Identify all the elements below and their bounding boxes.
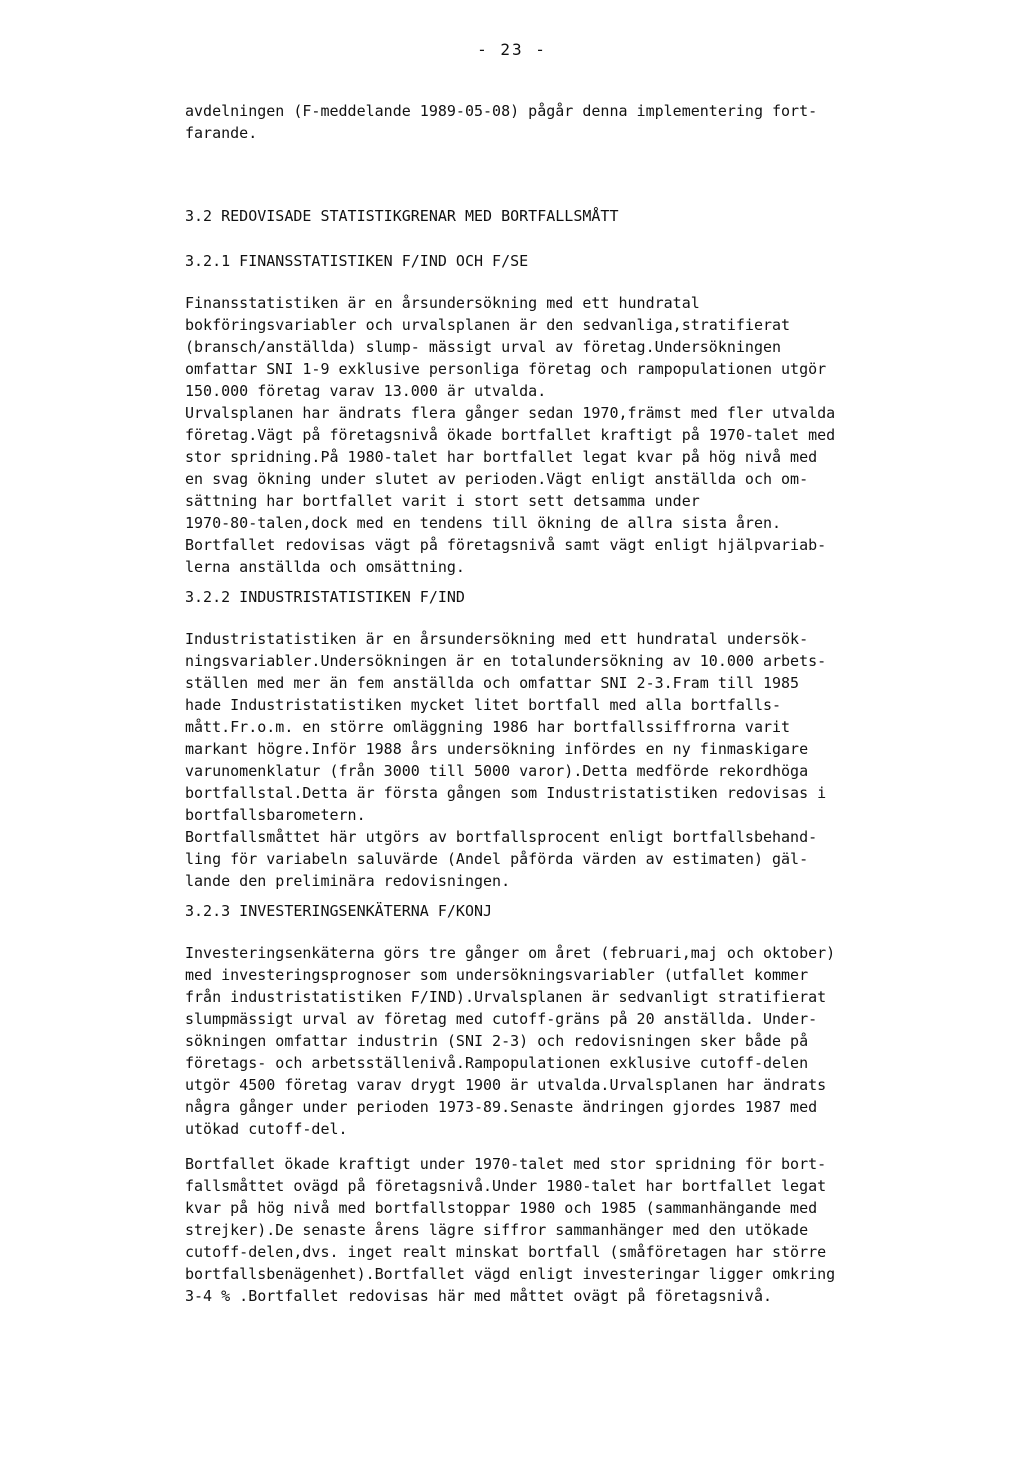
text-line: 150.000 företag varav 13.000 är utvalda. <box>185 382 547 400</box>
text-line: Bortfallet ökade kraftigt under 1970-talet med stor spridning för bort- <box>185 1155 827 1173</box>
text-line: omfattar SNI 1-9 exklusive personliga företag och rampopulationen utgör <box>185 360 827 378</box>
text-line: ling för variabeln saluvärde (Andel påförda värden av estimaten) gäl- <box>185 850 809 868</box>
paragraph-industristatistiken <box>185 628 945 892</box>
text-line: ningsvariabler.Undersökningen är en totalundersökning av 10.000 arbets- <box>185 652 827 670</box>
text-line: en svag ökning under slutet av perioden.Vägt enligt anställda och om- <box>185 470 809 488</box>
text-line: bortfallsbarometern. <box>185 806 366 824</box>
text-line: markant högre.Inför 1988 års undersökning infördes en ny finmaskigare <box>185 740 809 758</box>
text-line: lerna anställda och omsättning. <box>185 558 465 576</box>
text-line: slumpmässigt urval av företag med cutoff-gräns på 20 anställda. Under- <box>185 1010 818 1028</box>
text-line: 1970-80-talen,dock med en tendens till ökning de allra sista åren. <box>185 514 782 532</box>
text-line: strejker).De senaste årens lägre siffror sammanhänger med den utökade <box>185 1221 809 1239</box>
text-line: hade Industristatistiken mycket litet bortfall med alla bortfalls- <box>185 696 782 714</box>
text-line: Bortfallsmåttet här utgörs av bortfallsprocent enligt bortfallsbehand- <box>185 828 818 846</box>
text-line: Bortfallet redovisas vägt på företagsnivå samt vägt enligt hjälpvariab- <box>185 536 827 554</box>
section-heading-3-2-2: 3.2.2 INDUSTRISTATISTIKEN F/IND <box>185 588 465 606</box>
text-line: (bransch/anställda) slump- mässigt urval av företag.Undersökningen <box>185 338 782 356</box>
text-line: ställen med mer än fem anställda och omfattar SNI 2-3.Fram till 1985 <box>185 674 800 692</box>
text-line: sättning har bortfallet varit i stort sett detsamma under <box>185 492 700 510</box>
section-heading-3-2-1: 3.2.1 FINANSSTATISTIKEN F/IND OCH F/SE <box>185 252 529 270</box>
text-line: bokföringsvariabler och urvalsplanen är den sedvanliga,stratifierat <box>185 316 791 334</box>
section-heading-3-2-3: 3.2.3 INVESTERINGSENKÄTERNA F/KONJ <box>185 902 493 920</box>
paragraph-investeringsenkaterna <box>185 942 945 1140</box>
text-line: utgör 4500 företag varav drygt 1900 är utvalda.Urvalsplanen har ändrats <box>185 1076 827 1094</box>
page-number: - 23 - <box>477 40 547 59</box>
text-line: fallsmåttet ovägd på företagsnivå.Under 1980-talet har bortfallet legat <box>185 1177 827 1195</box>
text-line: Urvalsplanen har ändrats flera gånger sedan 1970,främst med fler utvalda <box>185 404 836 422</box>
text-line: stor spridning.På 1980-talet har bortfallet legat kvar på hög nivå med <box>185 448 818 466</box>
text-line: Investeringsenkäterna görs tre gånger om året (februari,maj och oktober) <box>185 944 836 962</box>
text-line: Industristatistiken är en årsundersökning med ett hundratal undersök- <box>185 630 809 648</box>
text-line: kvar på hög nivå med bortfallstoppar 1980 och 1985 (sammanhängande med <box>185 1199 818 1217</box>
text-line: 3-4 % .Bortfallet redovisas här med måttet ovägt på företagsnivå. <box>185 1287 772 1305</box>
text-line: mått.Fr.o.m. en större omläggning 1986 har bortfallssiffrorna varit <box>185 718 791 736</box>
text-line: avdelningen (F-meddelande 1989-05-08) pågår denna implementering fort- <box>185 102 818 120</box>
intro-paragraph <box>185 100 945 144</box>
text-line: cutoff-delen,dvs. inget realt minskat bortfall (småföretagen har större <box>185 1243 827 1261</box>
text-line: företag.Vägt på företagsnivå ökade bortfallet kraftigt på 1970-talet med <box>185 426 836 444</box>
text-line: utökad cutoff-del. <box>185 1120 348 1138</box>
text-line: med investeringsprognoser som undersökningsvariabler (utfallet kommer <box>185 966 809 984</box>
text-line: några gånger under perioden 1973-89.Senaste ändringen gjordes 1987 med <box>185 1098 818 1116</box>
paragraph-bortfallet <box>185 1153 945 1307</box>
text-line: bortfallstal.Detta är första gången som Industristatistiken redovisas i <box>185 784 827 802</box>
text-line: farande. <box>185 124 258 142</box>
text-line: från industristatistiken F/IND).Urvalsplanen är sedvanligt stratifierat <box>185 988 827 1006</box>
text-line: lande den preliminära redovisningen. <box>185 872 511 890</box>
section-heading-3-2: 3.2 REDOVISADE STATISTIKGRENAR MED BORTFALLSMÅTT <box>185 207 619 225</box>
text-line: sökningen omfattar industrin (SNI 2-3) och redovisningen sker både på <box>185 1032 809 1050</box>
text-line: bortfallsbenägenhet).Bortfallet vägd enligt investeringar ligger omkring <box>185 1265 836 1283</box>
text-line: företags- och arbetsställenivå.Rampopulationen exklusive cutoff-delen <box>185 1054 809 1072</box>
text-line: varunomenklatur (från 3000 till 5000 varor).Detta medförde rekordhöga <box>185 762 809 780</box>
paragraph-finansstatistiken <box>185 292 945 578</box>
text-line: Finansstatistiken är en årsundersökning med ett hundratal <box>185 294 700 312</box>
